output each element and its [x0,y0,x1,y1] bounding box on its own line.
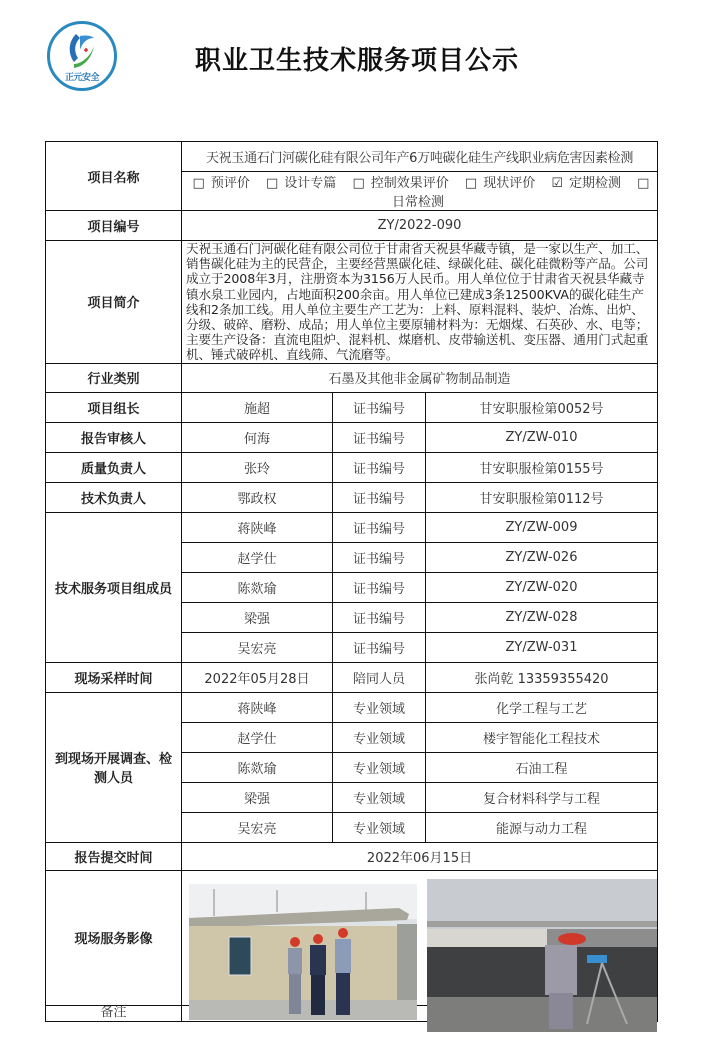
project-intro-label: 项目简介 [46,241,182,364]
onsite-name: 吴宏亮 [182,812,333,842]
role-label: 项目组长 [46,392,182,422]
cert-label: 证书编号 [333,572,426,602]
onsite-name: 赵学仕 [182,722,333,752]
industry-label: 行业类别 [46,363,182,392]
type-option-pre-eval[interactable]: □ 预评价 [192,176,250,191]
field-value: 能源与动力工程 [426,812,658,842]
site-photo-sampling [427,879,657,1032]
project-type-options [182,172,658,211]
role-label: 技术负责人 [46,482,182,512]
cert-number: ZY/ZW-028 [426,602,658,632]
cert-number: ZY/ZW-010 [426,422,658,452]
escort-value: 张尚乾 13359355420 [426,662,658,692]
type-option-design[interactable]: □ 设计专篇 [266,176,337,191]
checkbox-checked-icon[interactable]: ☑ [551,176,564,191]
onsite-name: 梁强 [182,782,333,812]
onsite-row [46,692,658,722]
members-label: 技术服务项目组成员 [46,512,182,662]
role-row [46,392,658,422]
cert-label: 证书编号 [333,632,426,662]
cert-number: ZY/ZW-026 [426,542,658,572]
field-value: 楼宇智能化工程技术 [426,722,658,752]
sampling-date: 2022年05月28日 [182,662,333,692]
report-time-label: 报告提交时间 [46,842,182,870]
checkbox-unchecked-icon[interactable]: □ [352,176,365,191]
cert-label: 证书编号 [333,482,426,512]
field-label: 专业领域 [333,722,426,752]
cert-number: 甘安职服检第0155号 [426,452,658,482]
checkbox-unchecked-icon[interactable]: □ [266,176,279,191]
type-option-control-effect[interactable]: □ 控制效果评价 [352,176,449,191]
role-row [46,422,658,452]
cert-number: ZY/ZW-020 [426,572,658,602]
cert-label: 证书编号 [333,512,426,542]
project-number-label: 项目编号 [46,211,182,241]
role-row [46,452,658,482]
report-date: 2022年06月15日 [182,842,658,870]
remark-label: 备注 [46,1005,182,1021]
role-name: 鄂政权 [182,482,333,512]
type-option-periodic[interactable]: ☑ 定期检测 [551,176,622,191]
cert-label: 证书编号 [333,392,426,422]
cert-label: 证书编号 [333,542,426,572]
cert-number: ZY/ZW-009 [426,512,658,542]
member-name: 赵学仕 [182,542,333,572]
role-name: 张玲 [182,452,333,482]
project-number: ZY/2022-090 [182,211,658,241]
project-name: 天祝玉通石门河碳化硅有限公司年产6万吨碳化硅生产线职业病危害因素检测 [182,142,658,172]
cert-label: 证书编号 [333,422,426,452]
field-label: 专业领域 [333,692,426,722]
field-label: 专业领域 [333,782,426,812]
worker-2 [310,934,326,1015]
field-label: 专业领域 [333,752,426,782]
worker-1 [288,937,302,1014]
member-name: 吴宏亮 [182,632,333,662]
type-option-daily[interactable]: □日常检测 [392,176,650,210]
field-value: 复合材料科学与工程 [426,782,658,812]
industry-value: 石墨及其他非金属矿物制品制造 [182,363,658,392]
role-row [46,482,658,512]
worker-3 [335,928,351,1015]
role-label: 质量负责人 [46,452,182,482]
checkbox-unchecked-icon[interactable]: □ [637,176,650,191]
checkbox-unchecked-icon[interactable]: □ [464,176,478,191]
cert-number: 甘安职服检第0052号 [426,392,658,422]
cert-number: 甘安职服检第0112号 [426,482,658,512]
member-name: 陈欻瑜 [182,572,333,602]
photos-label: 现场服务影像 [46,870,182,1005]
project-name-label: 项目名称 [46,142,182,211]
onsite-staff-label: 到现场开展调查、检测人员 [46,692,182,842]
role-name: 施超 [182,392,333,422]
cert-label: 证书编号 [333,452,426,482]
checkbox-unchecked-icon[interactable]: □ [192,176,205,191]
type-option-status-eval[interactable]: □ 现状评价 [464,176,536,191]
cert-label: 证书编号 [333,602,426,632]
field-value: 石油工程 [426,752,658,782]
sampling-time-label: 现场采样时间 [46,662,182,692]
role-label: 报告审核人 [46,422,182,452]
field-value: 化学工程与工艺 [426,692,658,722]
page-title: 职业卫生技术服务项目公示 [195,46,520,76]
logo-text: 正元安全 [64,73,99,83]
onsite-name: 陈欻瑜 [182,752,333,782]
role-name: 何海 [182,422,333,452]
onsite-name: 蒋陕峰 [182,692,333,722]
escort-label: 陪同人员 [333,662,426,692]
member-row [46,512,658,542]
site-photo-team [189,884,417,1020]
field-label: 专业领域 [333,812,426,842]
project-intro: 天祝玉通石门河碳化硅有限公司位于甘肃省天祝县华藏寺镇，是一家以生产、加工、销售碳化硅为主的民营企，主要经营黑碳化硅、绿碳化硅、碳化硅微粉等产品。公司成立于2008年3月，注册资本为3156万人民币。用人单位位于甘肃省天祝县华藏寺镇水泉工业园内，占地面积200余亩。用人单位已建成3条12500KVA的碳化硅生产线和2条加工线。用人单位主要生产工艺为：上料、原料混料、装炉、冶炼、出炉、分级、破碎、磨粉、成品；用人单位主要原辅材料为：无烟煤、石英砂、水、电等；主要生产设备：直流电阻炉、混料机、煤磨机、皮带输送机、变压器、通用门式起重机、锤式破碎机、直线筛、气流磨等。 [182,241,658,364]
company-logo [47,21,117,91]
member-name: 蒋陕峰 [182,512,333,542]
cert-number: ZY/ZW-031 [426,632,658,662]
member-name: 梁强 [182,602,333,632]
